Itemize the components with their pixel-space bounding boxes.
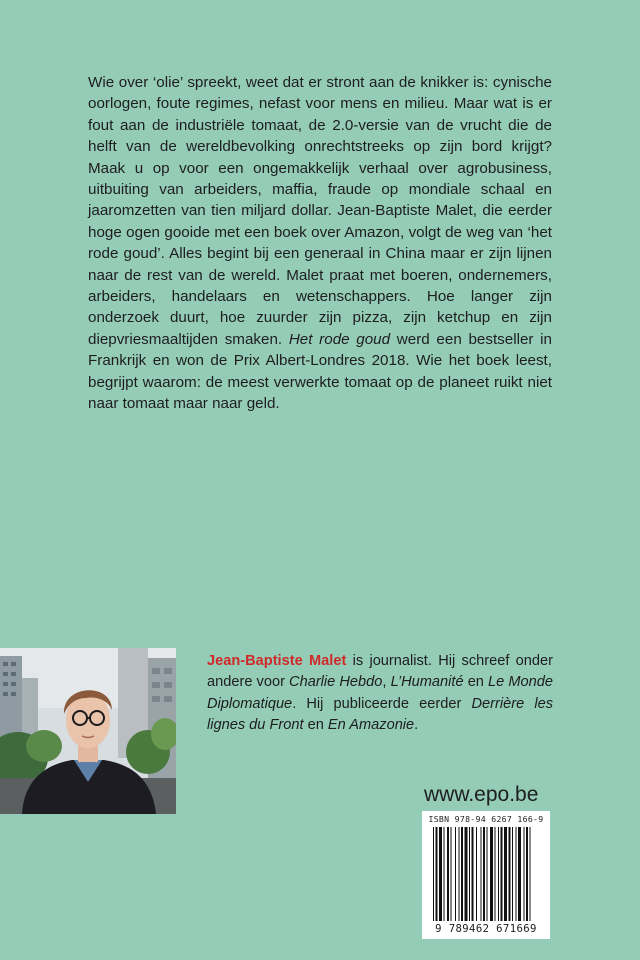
bio-text-2: . Hij publiceerde eerder	[292, 695, 462, 712]
ean-number: 9 789462 671669	[435, 923, 537, 935]
blurb-text-2: werd een bestseller in Frankrijk en won de Prix Albert-Londres 2018. Wie het boek leest, begrijpt waarom: de meest verwerkte tomaat op de planeet ruikt niet naar tomaat maar naar geld.	[88, 330, 552, 413]
bio-end: .	[414, 717, 419, 734]
book-en-amazonie: En Amazonie	[327, 717, 415, 734]
bio-text-1: is journalist. Hij schreef onder andere voor	[207, 653, 553, 691]
author-name: Jean-Baptiste Malet	[207, 653, 347, 669]
isbn-barcode	[422, 811, 550, 939]
bio-en-1: en	[467, 674, 484, 691]
blurb-text-1: Wie over ‘olie’ spreekt, weet dat er stront aan de knikker is: cynische oorlogen, foute regimes, nefast voor mens en milieu. Maar wat is er fout aan de industriële tomaat, de 2.0-versie van de vrucht die de helft van de wereldbevolking onrechtstreeks op zijn bord krijgt? Maak u op voor een ongemakkelijk verhaal over agrobusiness, uitbuiting van arbeiders, maffia, fraude op mondiale schaal en jaaromzetten van tien miljard dollar. Jean-Baptiste Malet, die eerder hoge ogen gooide met een boek over Amazon, volgt de weg van ‘het rode goud’. Alles begint bij een generaal in China maar er zijn lijnen naar de rest van de wereld. Malet praat met boeren, ondernemers, arbeiders, handelaars en wetenschappers. Hoe langer zijn onderzoek duurt, hoe zuurder zijn pizza, zijn ketchup en zijn diepvriesmaaltijden smaken.	[88, 74, 552, 348]
publication-lhumanite: L’Humanité	[390, 674, 464, 691]
book-title: Het rode goud	[288, 330, 391, 348]
bio-comma: ,	[382, 674, 387, 691]
publication-charlie-hebdo: Charlie Hebdo	[289, 674, 383, 691]
barcode-bars	[422, 811, 550, 939]
author-photo	[0, 648, 176, 814]
book-derriere-les-lignes: Derrière les lignes du Front	[207, 695, 554, 734]
isbn-number: ISBN 978-94 6267 166-9	[428, 814, 544, 824]
back-cover-blurb	[88, 72, 552, 415]
publication-le-monde-diplomatique: Le Monde Diplomatique	[207, 674, 553, 712]
publisher-website[interactable]: www.epo.be	[424, 783, 539, 806]
bio-en-2: en	[307, 717, 324, 734]
author-bio	[207, 651, 553, 737]
